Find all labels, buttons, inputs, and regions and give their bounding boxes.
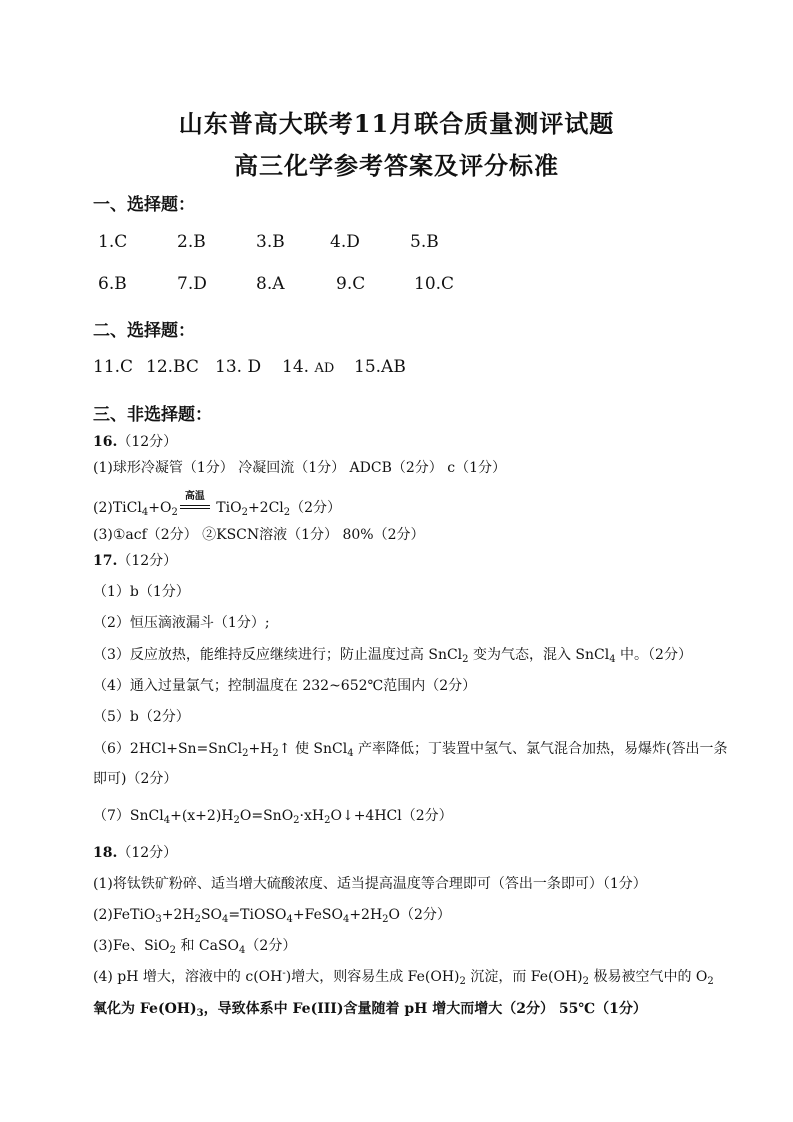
question-17-part-4: （4）通入过量氯气；控制温度在 232~652℃范围内（2分） — [93, 678, 477, 694]
question-17-part-1: （1）b（1分） — [93, 584, 190, 600]
question-16-number: 16. — [93, 434, 118, 450]
page-subtitle: 高三化学参考答案及评分标准 — [234, 151, 559, 180]
answer-1: 1.C — [98, 232, 128, 252]
question-17-part-6: $(6)2HCl+Sn=SnCl_2+H_2↑$ 使 SnCl$_4$ 产率降低；丁装置中氢气、氯气混合加热，易爆炸(答出一条 — [93, 741, 728, 759]
section-heading-1: 一、选择题： — [93, 195, 195, 215]
section-heading-2: 二、选择题： — [93, 321, 195, 341]
question-16-part-3: (3)①acf（2分） ②KSCN溶液（1分） 80%（2分） — [93, 527, 425, 543]
answer-5: 5.B — [410, 232, 439, 252]
page-title: 山东普高大联考11月联合质量测评试题 — [178, 109, 615, 138]
question-17-part-5: （5）b（2分） — [93, 709, 190, 725]
answer-14 — [282, 357, 334, 377]
question-18-number: 18. — [93, 845, 118, 861]
question-17-header — [93, 550, 177, 570]
question-17-part-6-cont: 即可)（2分） — [93, 771, 178, 787]
answer-13: 13. D — [215, 357, 262, 377]
question-17-part-7: $(7)SnCl_4+(x+2)H_2O=SnO_2\cdot xH_2O↓+4HCl(2$分） — [93, 808, 453, 826]
question-18-header — [93, 842, 177, 862]
question-18-score: （12分） — [117, 845, 178, 861]
answer-8: 8.A — [256, 274, 285, 294]
answer-10: 10.C — [414, 274, 455, 294]
answer-4: 4.D — [330, 232, 360, 252]
question-18-part-4-cont: 氧化为 $Fe(OH)_3$，导致体系中 Fe(III)含量随着 pH 增大而增大（2分） 55℃（1分） — [93, 1001, 647, 1019]
question-16-header — [93, 431, 177, 451]
section-heading-3: 三、非选择题： — [93, 405, 212, 425]
question-18-part-3: (3)Fe、SiO$_2$ 和 CaSO$_4$（2分） — [93, 938, 297, 956]
answer-15: 15.AB — [354, 357, 406, 377]
answer-14-number: 14. — [282, 357, 310, 377]
question-18-part-1: (1)将钛铁矿粉碎、适当增大硫酸浓度、适当提高温度等合理即可（答出一条即可）（1分） — [93, 876, 647, 892]
question-16-score: （12分） — [117, 434, 178, 450]
reaction-condition-label: 高温 — [184, 491, 205, 502]
question-17-score: （12分） — [117, 553, 178, 569]
answer-11: 11.C — [93, 357, 134, 377]
answer-7: 7.D — [177, 274, 207, 294]
question-18-part-2: $(2)FeTiO_3+2H_2SO_4=TiOSO_4+FeSO_4+2H_2O(2$分） — [93, 907, 451, 925]
question-17-part-2: （2）恒压滴液漏斗（1分）; — [93, 615, 270, 631]
answer-6: 6.B — [98, 274, 127, 294]
answer-3: 3.B — [256, 232, 285, 252]
answer-12: 12.BC — [146, 357, 199, 377]
question-17-number: 17. — [93, 553, 118, 569]
answer-9: 9.C — [336, 274, 366, 294]
question-18-part-4: (4) pH 增大，溶液中的 c(OH-)增大，则容易生成 $Fe(OH)_2$ 沉淀，而 $Fe(OH)_2$ 极易被空气中的 $O_2$ — [93, 968, 714, 987]
answer-14-value: AD — [314, 361, 335, 376]
reaction-condition-arrow — [180, 491, 210, 515]
question-17-part-3: （3）反应放热，能维持反应继续进行；防止温度过高 SnCl$_2$ 变为气态，混入 SnCl$_4$ 中。（2分） — [93, 647, 692, 665]
answer-2: 2.B — [177, 232, 206, 252]
question-16-part-2: $(2)TiCl_4+O_2$ 高温 $TiO_2+2Cl_2(2$分） — [93, 497, 341, 517]
question-16-part-1: (1)球形冷凝管（1分） 冷凝回流（1分） ADCB（2分） c（1分） — [93, 460, 506, 476]
